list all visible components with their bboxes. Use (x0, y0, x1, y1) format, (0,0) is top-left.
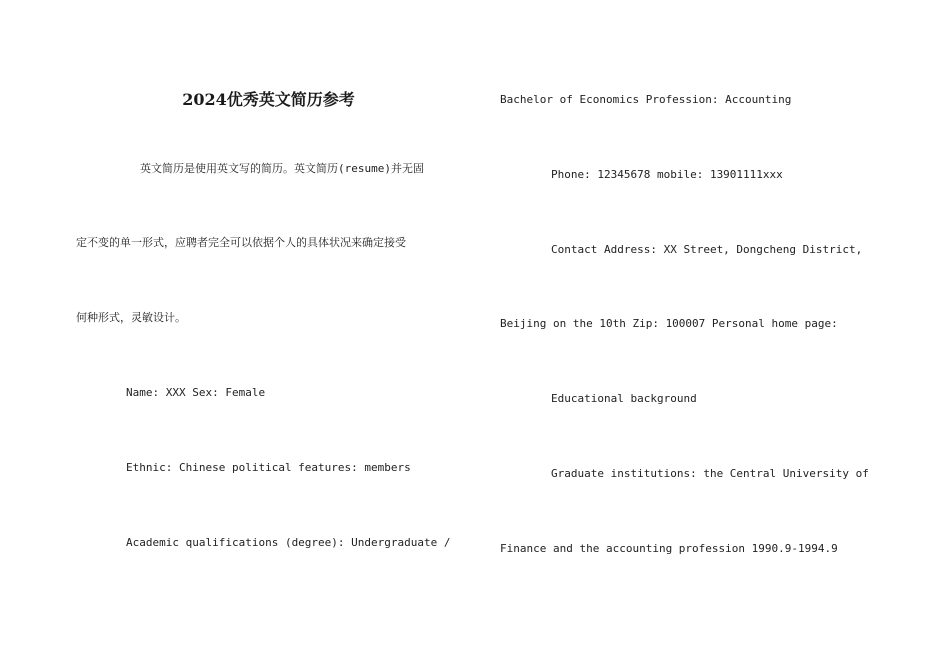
document-title: 2024优秀英文简历参考 (182, 90, 355, 109)
contact-address-line: Contact Address: XX Street, Dongcheng District, (551, 243, 863, 256)
educational-background-heading: Educational background (551, 392, 697, 405)
ethnic-political-line: Ethnic: Chinese political features: members (126, 461, 411, 474)
intro-line-1: 英文简历是使用英文写的简历。英文简历(resume)并无固 (140, 162, 424, 175)
name-sex-line: Name: XXX Sex: Female (126, 386, 266, 399)
phone-mobile-line: Phone: 12345678 mobile: 13901111xxx (551, 168, 783, 181)
bachelor-profession-line: Bachelor of Economics Profession: Accounting (500, 93, 792, 106)
academic-qualifications-line: Academic qualifications (degree): Undergraduate / (126, 536, 451, 549)
institution-continued-line: Finance and the accounting profession 1990.9-1994.9 (500, 542, 838, 555)
graduate-institutions-line: Graduate institutions: the Central University of (551, 467, 869, 480)
address-continued-line: Beijing on the 10th Zip: 100007 Personal home page: (500, 317, 838, 330)
intro-line-2: 定不变的单一形式，应聘者完全可以依据个人的具体状况来确定接受 (76, 236, 406, 249)
intro-line-3: 何种形式，灵敏设计。 (76, 311, 186, 324)
